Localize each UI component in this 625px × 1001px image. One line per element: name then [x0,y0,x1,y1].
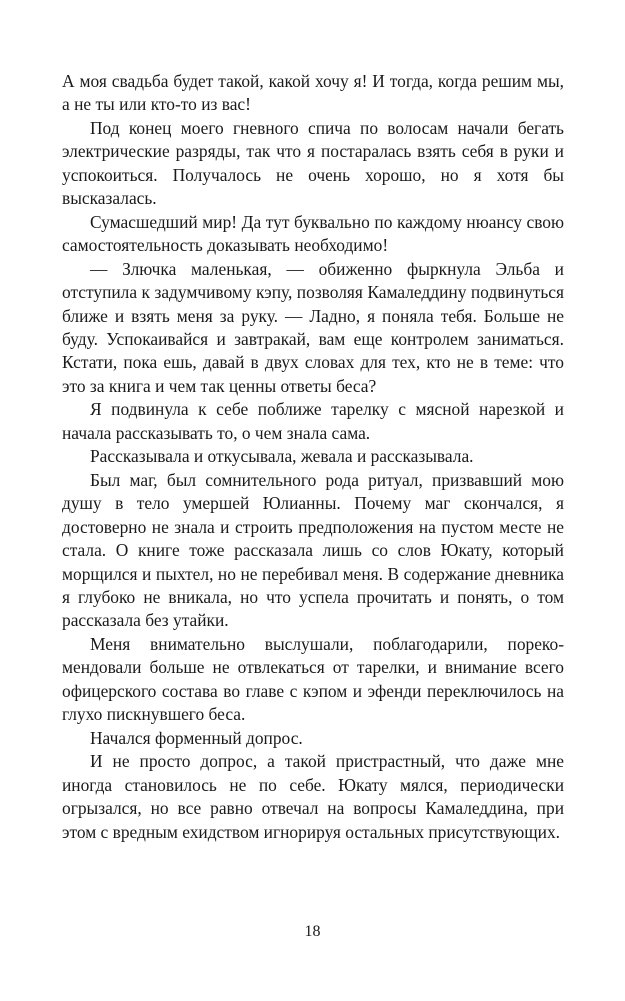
paragraph-9: Начался форменный допрос. [90,727,303,748]
paragraph-6: Рассказывала и откусывала, жевала и рассказывала. [90,446,474,467]
page-body [62,70,564,844]
paragraph-4: — Злючка маленькая, — обиженно фыркнула Эльба и отступила к задумчивому кэпу, позволяя Камаледдину подвинуться ближе и взять меня за руку. — Ладно, я поняла тебя. Больше не буду. Успокаивайся и завтракай, вам еще контролем заниматься. Кстати, пока ешь, давай в двух словах для тех, кто не в теме: что это за книга и чем так ценны ответы беса? [62,258,564,396]
page-number: 18 [304,923,321,940]
paragraph-2: Под конец моего гневного спича по волосам начали бегать электрические разряды, так что я постаралась взять себя в руки и успокоиться. Получалось не очень хорошо, но я хотя бы высказалась. [62,117,564,209]
paragraph-5: Я подвинула к себе поближе тарелку с мясной нарезкой и начала рассказывать то, о чем знала сама. [62,399,564,443]
paragraph-8: Меня внимательно выслушали, поблагодарили, порекомендовали больше не отвлекаться от тарелки, и внимание всего офицерского состава во главе с кэпом и эфенди переключилось на глухо пискнувшего беса. [62,633,564,725]
paragraph-3: Сумасшедший мир! Да тут буквально по каждому нюансу свою самостоятельность доказывать необходимо! [62,211,564,256]
paragraph-1: А моя свадьба будет такой, какой хочу я! И тогда, когда решим мы, а не ты или кто-то из вас! [62,71,564,115]
paragraph-10: И не просто допрос, а такой пристрастный, что даже мне иногда становилось не по себе. Юкату мялся, периодически огрызался, но все равно отвечал на вопросы Камаледдина, при этом с вредным ехидством игнорируя остальных присутствующих. [62,751,564,842]
paragraph-7: Был маг, был сомнительного рода ритуал, призвавший мою душу в тело умершей Юлианны. Почему маг скончался, я достоверно не знала и строить предположения на пустом месте не стала. О книге тоже рассказала лишь со слов Юкату, который морщился и пыхтел, но не перебивал меня. В содержание дневника я глубоко не вникала, но что успела прочитать и понять, о том рассказала без утайки. [62,469,564,631]
